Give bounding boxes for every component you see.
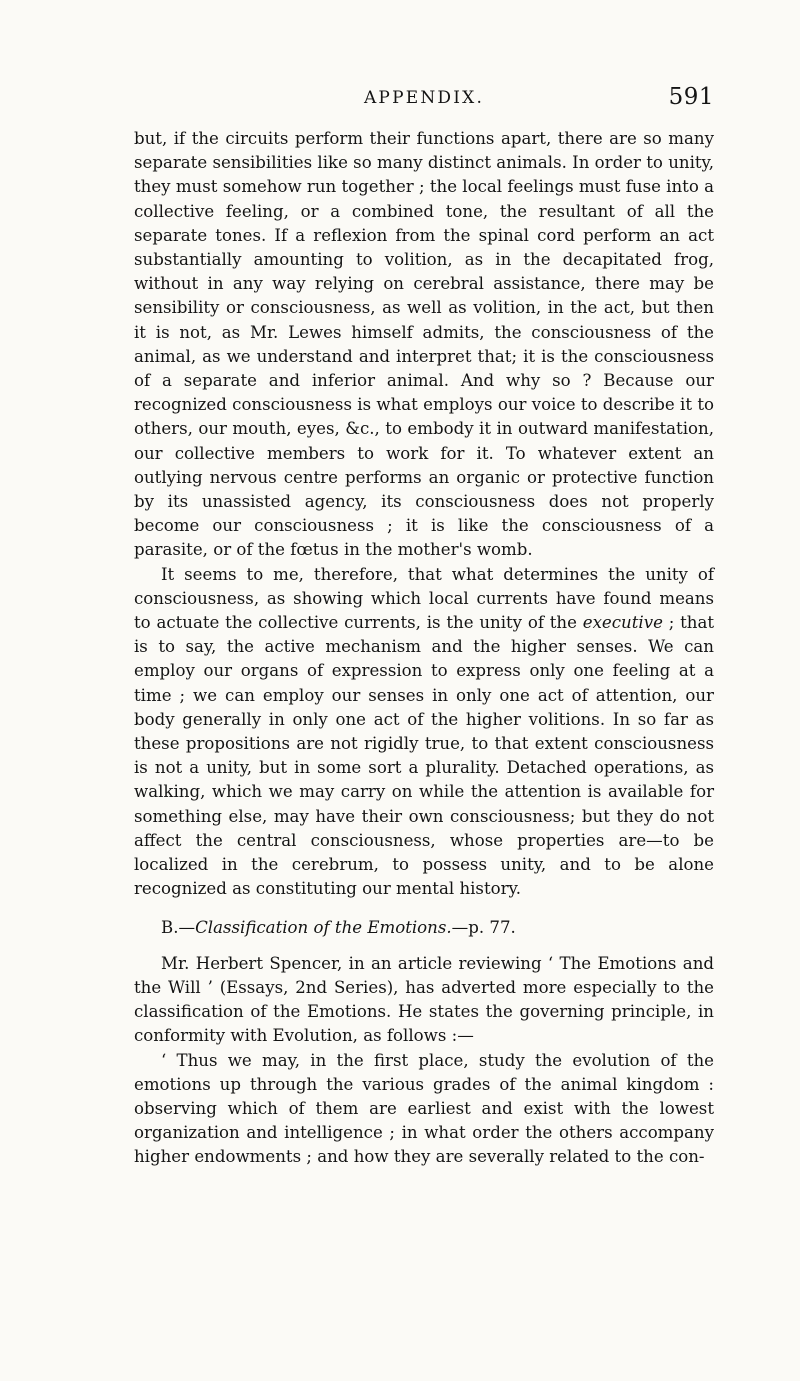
paragraph-unity-of-consciousness bbox=[134, 563, 714, 902]
body-text bbox=[134, 127, 714, 1170]
paragraph-quotation: ‘ Thus we may, in the first place, study the evolution of the emotions up through the various grades of the animal kingdom : observing which of them are earliest and exist with the lowest organization and intelligence ; in what order the others accompany higher endowments ; and how they are severally related to the con- bbox=[134, 1050, 714, 1167]
paragraph-spencer: Mr. Herbert Spencer, in an article reviewing ‘ The Emotions and the Will ’ (Essays, 2nd Series), has adverted more especially to the classification of the Emotions. He states the governing principle, in conformity with Evolution, as follows :— bbox=[134, 953, 714, 1046]
section-heading-title: Classification of the Emotions. bbox=[195, 917, 452, 937]
page-number: 591 bbox=[668, 84, 714, 110]
paragraph-continuation: but, if the circuits perform their functions apart, there are so many separate sensibilities like so many distinct animals. In order to unity, they must somehow run together ; the local feelings must fuse into a collective feeling, or a combined tone, the resultant of all the separate tones. If a reflexion from the spinal cord perform an act substantially amounting to volition, as in the decapitated frog, without in any way relying on cerebral assistance, there may be sensibility or consciousness, as well as volition, in the act, but then it is not, as Mr. Lewes himself admits, the consciousness of the animal, as we understand and interpret that; it is the consciousness of a separate and inferior animal. And why so ? Because our recognized consciousness is what employs our voice to describe it to others, our mouth, eyes, &c., to embody it in outward manifestation, our collective members to work for it. To whatever extent an outlying nervous centre performs an organic or protective function by its unassisted agency, its consciousness does not properly become our consciousness ; it is like the consciousness of a parasite, or of the fœtus in the mother's womb. bbox=[134, 129, 715, 560]
italic-term: executive bbox=[582, 613, 663, 633]
paragraph-text-part: It seems to me, therefore, that what determines the unity of consciousness, as showing which local currents have found means to actuate the collective currents, is the unity of the bbox=[134, 564, 714, 633]
running-title: APPENDIX. bbox=[363, 88, 485, 108]
section-heading-prefix: B.— bbox=[161, 917, 196, 937]
paragraph-text-part: ; that is to say, the active mechanism and the higher senses. We can employ our organs of expression to express only one feeling at a time ; we can employ our senses in only one act of attention, our body generally in only one act of the higher volitions. In so far as these propositions are not rigidly true, to that extent consciousness is not a unity, but in some sort a plurality. Detached operations, as walking, which we may carry on while the attention is available for something else, may have their own consciousness; but they do not affect the central consciousness, whose properties are—to be localized in the cerebrum, to possess unity, and to be alone recognized as constituting our mental history. bbox=[134, 613, 715, 899]
section-heading bbox=[134, 916, 714, 940]
running-head bbox=[134, 84, 714, 114]
section-heading-page-ref: —p. 77. bbox=[451, 917, 516, 937]
